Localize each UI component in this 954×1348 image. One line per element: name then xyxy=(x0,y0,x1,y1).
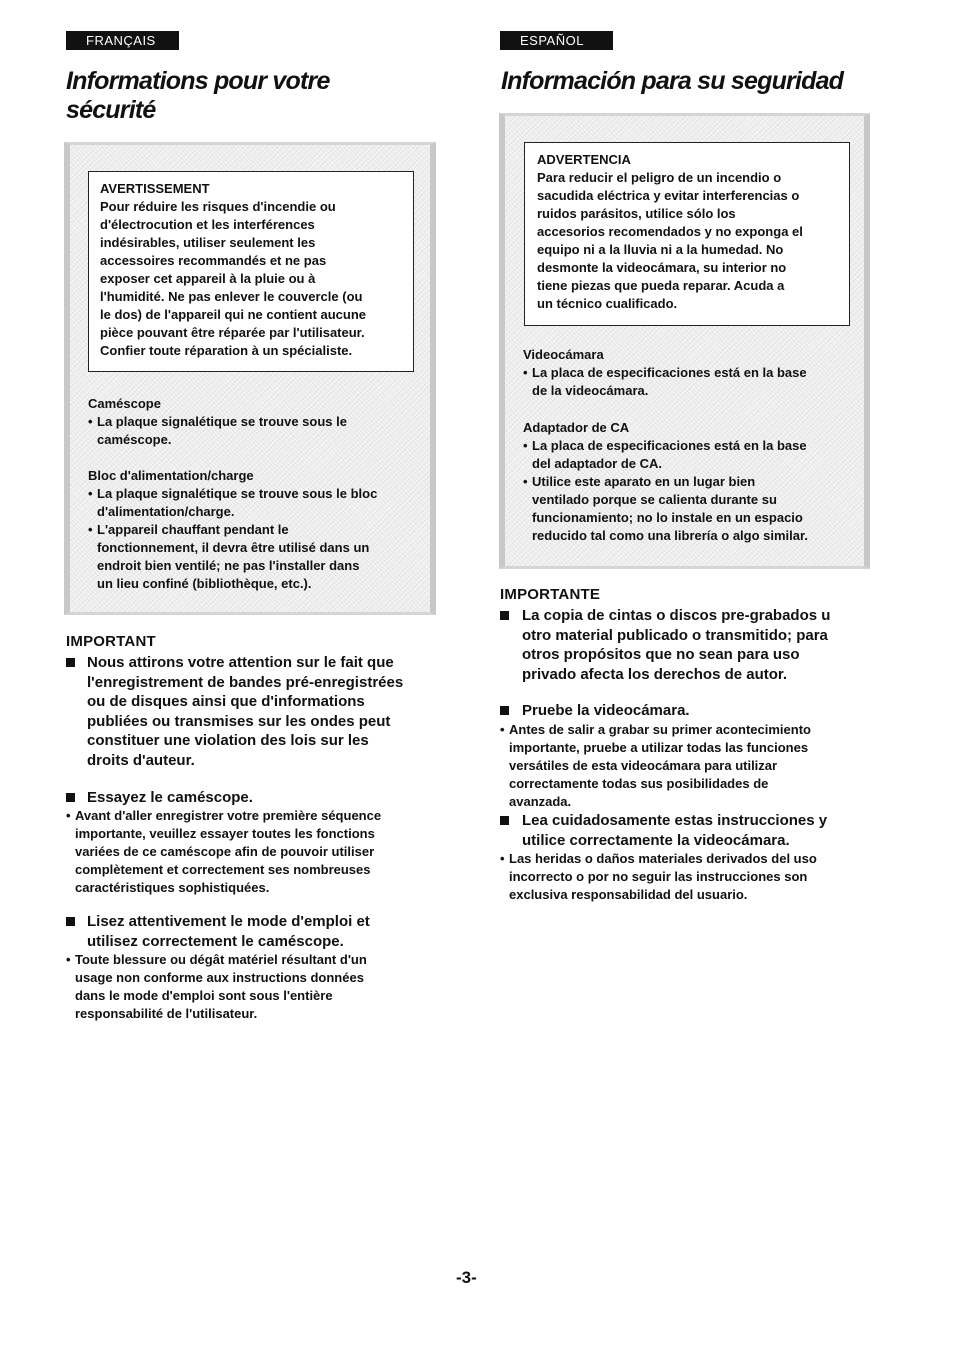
text-line: Antes de salir a grabar su primer acontecimiento xyxy=(509,722,811,737)
bullet-icon: • xyxy=(88,522,93,537)
item-heading: Essayez le caméscope. xyxy=(87,789,253,806)
item-heading: Pruebe la videocámara. xyxy=(522,702,690,719)
page-title-spanish: Información para su seguridad xyxy=(501,67,844,95)
bullet-icon: • xyxy=(500,851,505,866)
adapter-heading: Bloc d'alimentation/charge xyxy=(88,468,254,483)
text-line: versátiles de esta videocámara para utilizar xyxy=(509,758,778,773)
important-item-try-spanish xyxy=(500,701,880,721)
lang-tag-label: FRANÇAIS xyxy=(86,33,156,48)
camcorder-heading: Videocámara xyxy=(523,347,604,362)
lang-tag-french xyxy=(66,31,179,50)
square-bullet-icon xyxy=(66,917,75,926)
page-title-french xyxy=(66,67,330,125)
list-item xyxy=(88,413,418,449)
important-note-try-french xyxy=(66,807,446,897)
text-line: ventilado porque se calienta durante su xyxy=(532,492,777,507)
warning-line: tiene piezas que pueda reparar. Acuda a xyxy=(537,278,785,293)
list-item xyxy=(523,364,853,400)
text-line: utilisez correctement le caméscope. xyxy=(87,932,344,950)
text-line: incorrecto o por no seguir las instrucciones son xyxy=(509,869,808,884)
text-line: endroit bien ventilé; ne pas l'installer dans xyxy=(97,558,360,573)
item-heading xyxy=(87,912,370,951)
text-line: La plaque signalétique se trouve sous le xyxy=(97,414,347,429)
text-line: d'alimentation/charge. xyxy=(97,504,235,519)
text-line: Utilice este aparato en un lugar bien xyxy=(532,474,756,489)
text-line: caméscope. xyxy=(97,432,172,447)
warning-box-spanish xyxy=(524,142,850,326)
bullet-icon: • xyxy=(66,952,71,967)
square-bullet-icon xyxy=(66,793,75,802)
important-item-copyright-french xyxy=(66,653,446,771)
text-line: La placa de especificaciones está en la base xyxy=(532,365,807,380)
warning-line: accessoires recommandés et ne pas xyxy=(100,253,327,268)
camcorder-section-french xyxy=(88,395,418,449)
important-item-read-french xyxy=(66,912,446,951)
warning-line: le dos) de l'appareil qui ne contient aucune xyxy=(100,307,367,322)
list-item-text xyxy=(97,485,377,521)
adapter-section-french xyxy=(88,467,418,593)
text-line: l'enregistrement de bandes pré-enregistrées xyxy=(87,673,404,691)
text-line: reducido tal como una librería o algo similar. xyxy=(532,528,808,543)
item-text xyxy=(87,653,403,771)
text-line: exclusiva responsabilidad del usuario. xyxy=(509,887,748,902)
warning-line: un técnico cualificado. xyxy=(537,296,678,311)
text-line: importante, veuillez essayer toutes les fonctions xyxy=(75,826,375,841)
bullet-icon: • xyxy=(66,808,71,823)
bullet-icon: • xyxy=(523,438,528,453)
item-heading xyxy=(522,811,827,850)
adapter-heading: Adaptador de CA xyxy=(523,420,630,435)
lang-tag-spanish xyxy=(500,31,613,50)
text-line: de la videocámara. xyxy=(532,383,649,398)
text-line: Nous attirons votre attention sur le fait que xyxy=(87,654,394,671)
text-line: Lisez attentivement le mode d'emploi et xyxy=(87,913,370,930)
warning-line: sacudida eléctrica y evitar interferencias o xyxy=(537,188,800,203)
text-line: La placa de especificaciones está en la base xyxy=(532,438,807,453)
text-line: caractéristiques sophistiquées. xyxy=(75,880,270,895)
text-line: otros propósitos que no sean para uso xyxy=(522,646,800,664)
important-heading-spanish: IMPORTANTE xyxy=(500,586,601,603)
warning-line: equipo ni a la lluvia ni a la humedad. No xyxy=(537,242,784,257)
important-item-try-french xyxy=(66,788,446,808)
note-text xyxy=(509,850,817,904)
text-line: Lea cuidadosamente estas instrucciones y xyxy=(522,812,828,829)
list-item-text xyxy=(532,473,808,545)
warning-line: Pour réduire les risques d'incendie ou xyxy=(100,199,336,214)
important-item-read-spanish xyxy=(500,811,880,850)
warning-line: accesorios recomendados y no exponga el xyxy=(537,224,803,239)
list-item xyxy=(523,437,853,473)
lang-tag-label: ESPAÑOL xyxy=(520,33,584,48)
warning-line: d'électrocution et les interférences xyxy=(100,217,315,232)
list-item-text xyxy=(532,437,807,473)
list-item xyxy=(523,473,853,545)
important-note-read-french xyxy=(66,951,446,1023)
note-text xyxy=(75,807,381,897)
list-item xyxy=(88,485,418,521)
text-line: responsabilité de l'utilisateur. xyxy=(75,1006,258,1021)
title-line: Informations pour votre xyxy=(66,67,330,95)
warning-line: indésirables, utiliser seulement les xyxy=(100,235,316,250)
text-line: Avant d'aller enregistrer votre première séquence xyxy=(75,808,382,823)
text-line: ou de disques ainsi que d'informations xyxy=(87,693,365,711)
text-line: privado afecta los derechos de autor. xyxy=(522,665,788,683)
camcorder-heading: Caméscope xyxy=(88,396,161,411)
important-item-copyright-spanish xyxy=(500,606,880,684)
note-text xyxy=(75,951,367,1023)
text-line: complètement et correctement ses nombreuses xyxy=(75,862,371,877)
warning-line: Para reducir el peligro de un incendio o xyxy=(537,170,782,185)
square-bullet-icon xyxy=(500,706,509,715)
warning-heading: ADVERTENCIA xyxy=(537,152,631,167)
bullet-icon: • xyxy=(523,474,528,489)
warning-box-french xyxy=(88,171,414,372)
text-line: L'appareil chauffant pendant le xyxy=(97,522,289,537)
text-line: fonctionnement, il devra être utilisé dans un xyxy=(97,540,370,555)
text-line: droits d'auteur. xyxy=(87,751,195,769)
text-line: dans le mode d'emploi sont sous l'entière xyxy=(75,988,333,1003)
important-note-read-spanish xyxy=(500,850,880,904)
text-line: correctamente todas sus posibilidades de xyxy=(509,776,769,791)
text-line: Las heridas o daños materiales derivados del uso xyxy=(509,851,817,866)
text-line: del adaptador de CA. xyxy=(532,456,663,471)
square-bullet-icon xyxy=(66,658,75,667)
adapter-section-spanish xyxy=(523,419,853,545)
list-item-text xyxy=(532,364,807,400)
text-line: funcionamiento; no lo instale en un espacio xyxy=(532,510,803,525)
important-heading-french: IMPORTANT xyxy=(66,633,156,650)
bullet-icon: • xyxy=(523,365,528,380)
text-line: otro material publicado o transmitido; para xyxy=(522,626,828,644)
text-line: variées de ce caméscope afin de pouvoir utiliser xyxy=(75,844,375,859)
list-item-text xyxy=(97,521,369,593)
warning-line: exposer cet appareil à la pluie ou à xyxy=(100,271,316,286)
text-line: utilice correctamente la videocámara. xyxy=(522,831,790,849)
text-line: La plaque signalétique se trouve sous le bloc xyxy=(97,486,378,501)
warning-line: Confier toute réparation à un spécialiste. xyxy=(100,343,353,358)
warning-line: desmonte la videocámara, su interior no xyxy=(537,260,787,275)
note-text xyxy=(509,721,811,811)
square-bullet-icon xyxy=(500,611,509,620)
warning-line: pièce pouvant être réparée par l'utilisateur. xyxy=(100,325,365,340)
list-item xyxy=(88,521,418,593)
warning-line: l'humidité. Ne pas enlever le couvercle (ou xyxy=(100,289,363,304)
important-note-try-spanish xyxy=(500,721,880,811)
page-number: -3- xyxy=(456,1268,477,1287)
text-line: importante, pruebe a utilizar todas las funciones xyxy=(509,740,809,755)
text-line: publiées ou transmises sur les ondes peut xyxy=(87,712,391,730)
text-line: avanzada. xyxy=(509,794,572,809)
title-line: sécurité xyxy=(66,96,156,124)
square-bullet-icon xyxy=(500,816,509,825)
text-line: un lieu confiné (bibliothèque, etc.). xyxy=(97,576,312,591)
bullet-icon: • xyxy=(500,722,505,737)
list-item-text xyxy=(97,413,347,449)
bullet-icon: • xyxy=(88,486,93,501)
warning-heading: AVERTISSEMENT xyxy=(100,181,210,196)
bullet-icon: • xyxy=(88,414,93,429)
camcorder-section-spanish xyxy=(523,346,853,400)
text-line: usage non conforme aux instructions données xyxy=(75,970,364,985)
item-text xyxy=(522,606,830,684)
text-line: Toute blessure ou dégât matériel résultant d'un xyxy=(75,952,367,967)
text-line: constituer une violation des lois sur les xyxy=(87,732,369,750)
text-line: La copia de cintas o discos pre-grabados u xyxy=(522,607,831,624)
warning-line: ruidos parásitos, utilice sólo los xyxy=(537,206,736,221)
